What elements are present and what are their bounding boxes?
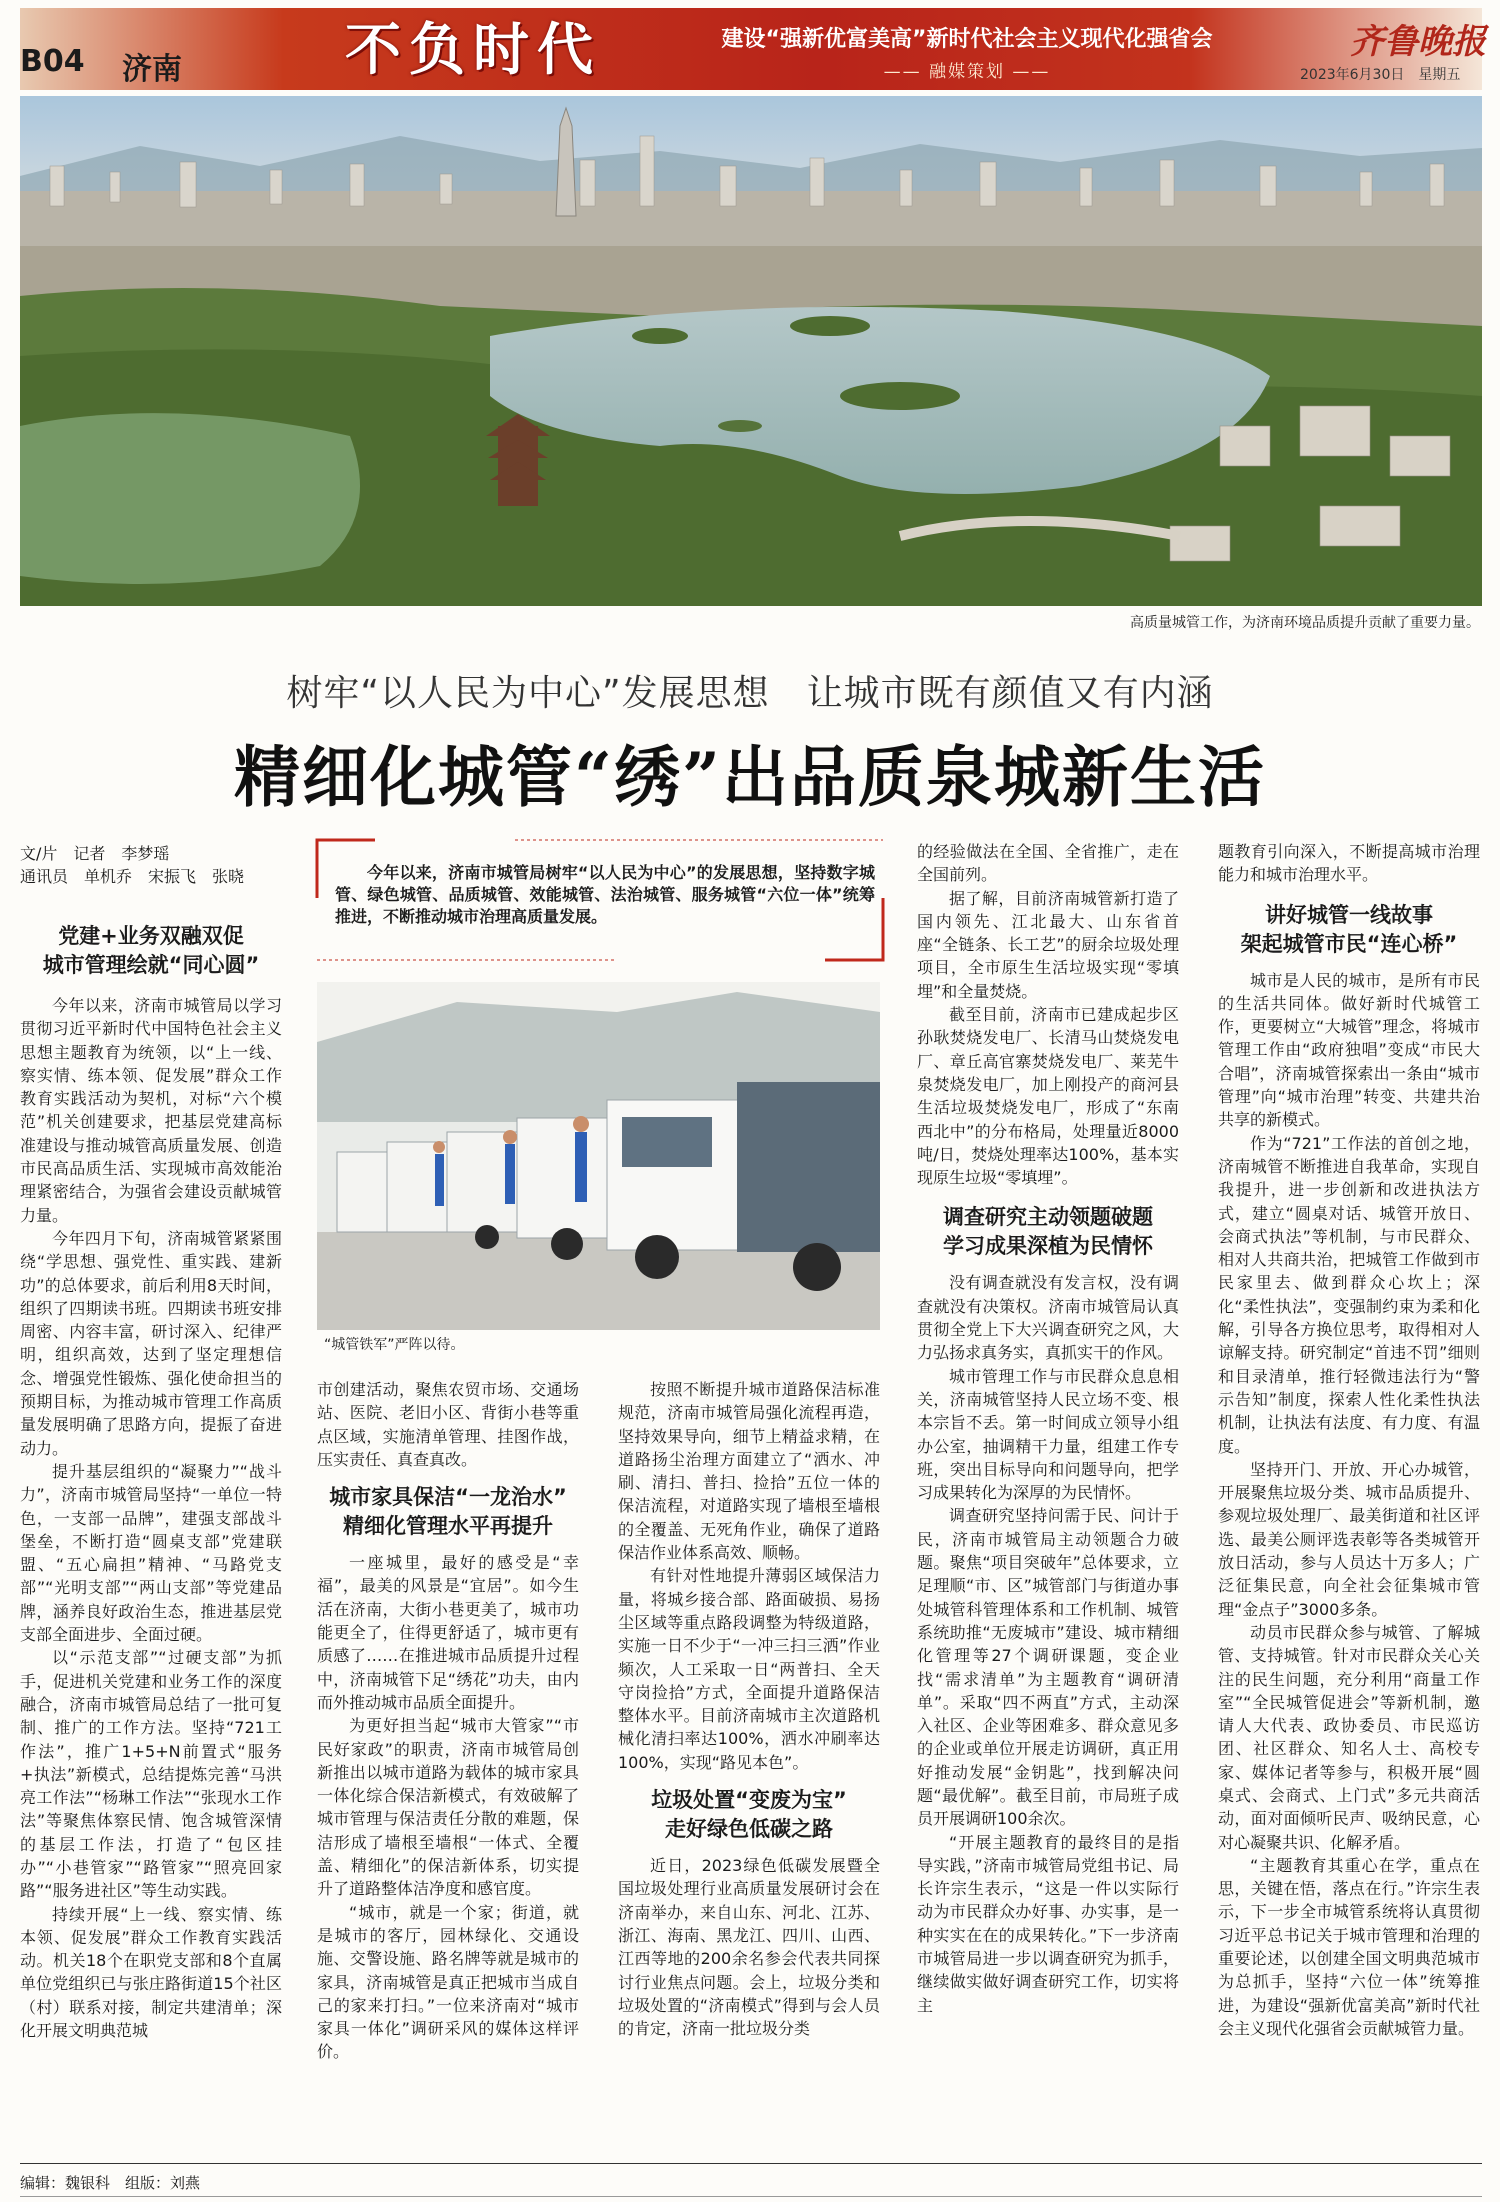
column-4	[917, 840, 1179, 2017]
section-heading-waste-disposal: 垃圾处置“变废为宝” 走好绿色低碳之路	[651, 1788, 847, 1842]
footer-rule-bottom	[20, 2196, 1482, 2197]
city-aerial-photo	[20, 96, 1482, 606]
paragraph: 近日，2023绿色低碳发展暨全国垃圾处理行业高质量发展研讨会在济南举办，来自山东、河北、江苏、浙江、海南、黑龙江、四川、山西、江西等地的200余名参会代表共同探讨行业焦点问题。会上，垃圾分类和垃圾处置的“济南模式”得到与会人员的肯定，济南一批垃圾分类	[618, 1856, 880, 2039]
paragraph: 为更好担当起“城市大管家”“市民好家政”的职责，济南市城管局创新推出以城市道路为载体的城市家具一体化综合保洁新模式，有效破解了城市管理与保洁责任分散的难题，保洁形成了墙根至墙根“一体式、全覆盖、精细化”的保洁新体系，切实提升了道路整体洁净度和感官度。	[317, 1716, 579, 1899]
footer-rule	[20, 2163, 1482, 2164]
sanitation-trucks-illustration	[317, 982, 880, 1330]
paragraph: 一座城里，最好的感受是“幸福”，最美的风景是“宜居”。如今生活在济南，大街小巷更美了，城市功能更全了，住得更舒适了，城市更有质感了……在推进城市品质提升过程中，济南城管下足“绣花”功夫，由内而外推动城市品质全面提升。	[317, 1553, 579, 1712]
paragraph: 提升基层组织的“凝聚力”“战斗力”，济南市城管局坚持“一单位一特色，一支部一品牌”，建强支部战斗堡垒，不断打造“圆桌支部”党建联盟、“五心扁担”精神、“马路党支部”“光明支部”“两山支部”等党建品牌，涵养良好政治生态，推进基层党支部全面进步、全面过硬。	[20, 1461, 282, 1645]
section-heading-party-building: 党建+业务双融双促 城市管理绘就“同心圆”	[42, 924, 260, 977]
paragraph: 以“示范支部”“过硬支部”为抓手，促进机关党建和业务工作的深度融合，济南市城管局总结了一批可复制、推广的工作方法。坚持“721工作法”，推广1+5+N前置式“服务+执法”新模式，总结提炼完善“马洪亮工作法”“杨琳工作法”“张现水工作法”等聚焦体察民情、饱含城管深情的基层工作法，打造了“包区挂办”“小巷管家”“路管家”“照亮回家路”“服务进社区”等生动实践。	[20, 1648, 282, 1901]
paragraph: 城市是人民的城市，是所有市民的生活共同体。做好新时代城管工作，更要树立“大城管”理念，将城市管理工作由“政府独唱”变成“市民大合唱”，济南城管探索出一条由“城市管理”向“城市治理”转变、共建共治共享的新模式。	[1218, 970, 1480, 1130]
paragraph: 题教育引向深入，不断提高城市治理能力和城市治理水平。	[1218, 842, 1480, 885]
paragraph: 持续开展“上一线、察实情、练本领、促发展”群众工作教育实践活动。机关18个在职党支部和8个直属单位党组织已与张庄路街道15个社区（村）联系对接，制定共建清单；深化开展文明典范城	[20, 1904, 282, 2041]
paragraph: 有针对性地提升薄弱区域保洁力量，将城乡接合部、路面破损、易扬尘区域等重点路段调整为特级道路，实施一日不少于“一冲三扫三洒”作业频次，人工采取一日“两普扫、全天守岗捡拾”方式，全面提升道路保洁整体水平。目前济南城市主次道路机械化清扫率达100%，洒水冲刷率达100%，实现“路见本色”。	[618, 1566, 880, 1772]
paragraph: 截至目前，济南市已建成起步区孙耿焚烧发电厂、长清马山焚烧发电厂、章丘高官寨焚烧发电厂、莱芜牛泉焚烧发电厂，加上刚投产的商河县生活垃圾焚烧发电厂，形成了“东南西北中”的分布格局，处理量近8000吨/日，焚烧处理率达100%，基本实现原生垃圾“零填埋”。	[917, 1005, 1179, 1188]
main-headline: 精细化城管“绣”出品质泉城新生活	[234, 738, 1266, 816]
paragraph: 城市管理工作与市民群众息息相关，济南城管坚持人民立场不变、根本宗旨不丢。第一时间成立领导小组办公室，抽调精干力量，组建工作专班，突出目标导向和问题导向，把学习成果转化为深厚的为民情怀。	[917, 1366, 1179, 1503]
banner-tag: —— 融媒策划 ——	[883, 62, 1051, 82]
section-name: 济南	[122, 52, 182, 87]
paragraph: 作为“721”工作法的首创之地，济南城管不断推进自我革命，实现自我提升，进一步创新和改进执法方式，建立“圆桌对话、城管开放日、会商式执法”等机制，与市民群众、相对人共商共治，把城管工作做到市民家里去、做到群众心坎上；深化“柔性执法”，变强制约束为柔和化解，引导各方换位思考，取得相对人谅解支持。研究制定“首违不罚”细则和目录清单，推行轻微违法行为“警示告知”制度，探索人性化柔性执法机制，让执法有法度、有力度、有温度。	[1218, 1133, 1480, 1456]
column-5	[1218, 840, 1480, 2040]
newspaper-logo: 齐鲁晚报	[1350, 22, 1486, 62]
headline-kicker: 树牢“以人民为中心”发展思想 让城市既有颜值又有内涵	[286, 673, 1214, 714]
section-heading-citizen-bridge: 讲好城管一线故事 架起城管市民“连心桥”	[1240, 902, 1458, 956]
lead-paragraph: 今年以来，济南市城管局树牢“以人民为中心”的发展思想，坚持数字城管、绿色城管、品质城管、效能城管、法治城管、服务城管“六位一体”统筹推进，不断推动城市治理高质量发展。	[335, 863, 875, 926]
paragraph: 没有调查就没有发言权，没有调查就没有决策权。济南市城管局认真贯彻全党上下大兴调查研究之风，大力弘扬求真务实，真抓实干的作风。	[917, 1273, 1179, 1363]
banner-subtitle: 建设“强新优富美高”新时代社会主义现代化强省会	[721, 27, 1213, 52]
byline-correspondents: 通讯员 单机乔 宋振飞 张晓	[20, 867, 245, 886]
city-aerial-illustration	[20, 96, 1482, 606]
photo-caption: 高质量城管工作，为济南环境品质提升贡献了重要力量。	[1130, 615, 1480, 631]
paragraph: 的经验做法在全国、全省推广，走在全国前列。	[917, 842, 1179, 885]
paragraph: 据了解，目前济南城管新打造了国内领先、江北最大、山东省首座“全链条、长工艺”的厨余垃圾处理项目，全市原生生活垃圾实现“零填埋”和全量焚烧。	[917, 888, 1179, 1001]
paragraph: “城市，就是一个家；街道，就是城市的客厅，园林绿化、交通设施、交警设施、路名牌等就是城市的家具，济南城管是真正把城市当成自己的家来打扫。”一位来济南对“城市家具一体化”调研采风的媒体这样评价。	[317, 1902, 579, 2062]
column-3	[618, 1378, 880, 2040]
paragraph: 调查研究坚持问需于民、问计于民，济南市城管局主动领题合力破题。聚焦“项目突破年”总体要求，立足理顺“市、区”城管部门与街道办事处城管科管理体系和工作机制、城管系统助推“无废城市”建设、城市精细化管理等27个调研课题，变企业找“需求清单”为主题教育“调研清单”。采取“四不两直”方式，主动深入社区、企业等困难多、群众意见多的企业或单位开展走访调研，真正用好推动发展“金钥匙”，找到解决问题“最优解”。截至目前，市局班子成员开展调研100余次。	[917, 1506, 1179, 1829]
paragraph: 坚持开门、开放、开心办城管，开展聚焦垃圾分类、城市品质提升、参观垃圾处理厂、最美街道和社区评选、最美公厕评选表彰等各类城管开放日活动，参与人员达十万多人；广泛征集民意，向全社会征集城市管理“金点子”3000多条。	[1218, 1459, 1480, 1619]
byline-reporter: 文/片 记者 李梦瑶	[20, 844, 170, 863]
paragraph: 今年以来，济南市城管局以学习贯彻习近平新时代中国特色社会主义思想主题教育为统领，以“上一线、察实情、练本领、促发展”群众工作教育实践活动为契机，对标“六个模范”机关创建要求，把基层党建高标准建设与推动城管高质量发展、创造市民高品质生活、实现城市高效能治理紧密结合，为强省会建设贡献城管力量。	[20, 996, 282, 1225]
paragraph: 动员市民群众参与城管、了解城管、支持城管。针对市民群众关心关注的民生问题，充分利用“商量工作室”“全民城管促进会”等新机制，邀请人大代表、政协委员、市民巡访团、社区群众、知名人士、高校专家、媒体记者等参与，积极开展“圆桌式、会商式、上门式”多元共商活动，面对面倾听民声、吸纳民意，心对心凝聚共识、化解矛盾。	[1218, 1622, 1480, 1852]
paragraph: 今年四月下旬，济南城管紧紧围绕“学思想、强党性、重实践、建新功”的总体要求，前后利用8天时间，组织了四期读书班。四期读书班安排周密、内容丰富，研讨深入、纪律严明，组织高效，达到了坚定理想信念、增强党性锻炼、强化使命担当的预期目标，为推动城市管理工作高质量发展明确了思路方向，提振了奋进动力。	[20, 1228, 282, 1458]
banner-title: 不负时代	[345, 17, 601, 83]
photo2-caption: “城管铁军”严阵以待。	[324, 1337, 465, 1353]
paragraph: 按照不断提升城市道路保洁标准规范，济南市城管局强化流程再造，坚持效果导向，细节上精益求精，在道路扬尘治理方面建立了“洒水、冲刷、清扫、普扫、捡拾”五位一体的保洁流程，对道路实现了墙根至墙根的全覆盖、无死角作业，确保了道路保洁作业体系高效、顺畅。	[618, 1380, 880, 1563]
paragraph: 市创建活动，聚焦农贸市场、交通场站、医院、老旧小区、背街小巷等重点区域，实施清单管理、挂图作战，压实责任、真查真改。	[317, 1380, 579, 1469]
column-1	[20, 922, 282, 2042]
issue-date: 2023年6月30日 星期五	[1300, 67, 1461, 83]
page-number: B04	[20, 44, 85, 79]
byline	[20, 842, 320, 888]
section-heading-street-furniture: 城市家具保洁“一龙治水” 精细化管理水平再提升	[329, 1485, 567, 1539]
section-heading-research: 调查研究主动领题破题 学习成果深植为民情怀	[943, 1205, 1153, 1259]
editor-credits: 编辑：魏银科 组版：刘燕	[20, 2174, 201, 2192]
paragraph: “主题教育其重心在学，重点在思，关键在悟，落点在行。”许宗生表示，下一步全市城管系统将认真贯彻习近平总书记关于城市管理和治理的重要论述，以创建全国文明典范城市为总抓手，坚持“六位一体”统筹推进，为建设“强新优富美高”新时代社会主义现代化强省会贡献城管力量。	[1218, 1855, 1480, 2038]
column-2	[317, 1378, 579, 2064]
paragraph: “开展主题教育的最终目的是指导实践，”济南市城管局党组书记、局长许宗生表示，“这是一件以实际行动为市民群众办好事、办实事，是一种实实在在的成果转化。”下一步济南市城管局进一步以调查研究为抓手，继续做实做好调查研究工作，切实将主	[917, 1832, 1179, 2015]
sanitation-trucks-photo	[317, 982, 880, 1330]
